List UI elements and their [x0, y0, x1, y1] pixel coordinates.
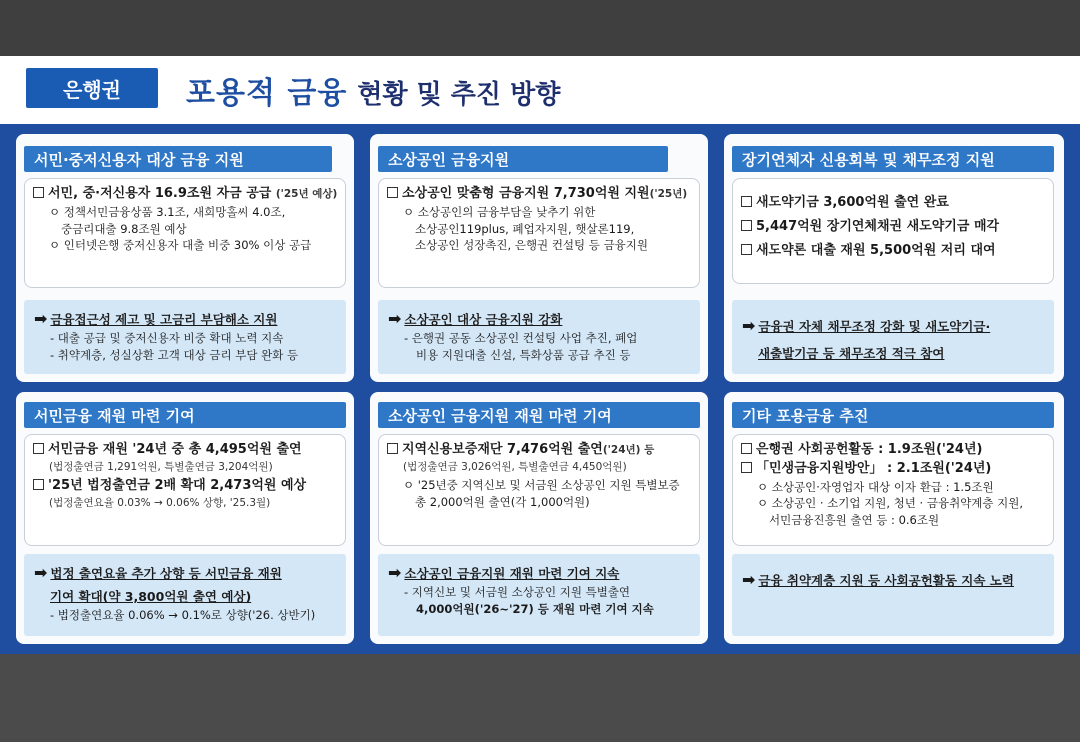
category-tag: 은행권	[26, 68, 158, 108]
slide-header	[0, 56, 1080, 124]
checkbox-icon	[741, 196, 752, 207]
checkbox-icon	[33, 479, 44, 490]
panel-direction-box: ➡ 금융 취약계층 지원 등 사회공헌활동 지속 노력	[732, 554, 1054, 636]
panels-area	[0, 124, 1080, 654]
panel-summary-box: 서민금융 재원 '24년 중 총 4,495억원 출연 (법정출연금 1,291억원, 특별출연금 3,204억원) '25년 법정출연금 2배 확대 2,473억원 예상 (법정출연요율 0.03% → 0.06% 상향, '25.3월)	[24, 434, 346, 546]
checkbox-icon	[33, 443, 44, 454]
title-main: 포용적 금융	[186, 76, 348, 111]
panel-low-income-funding	[16, 392, 354, 644]
arrow-right-icon: ➡	[388, 563, 402, 582]
checkbox-icon	[387, 443, 398, 454]
checkbox-icon	[741, 443, 752, 454]
arrow-right-icon: ➡	[34, 309, 48, 328]
panel-summary-box: 은행권 사회공헌활동 : 1.9조원('24년) 「민생금융지원방안」 : 2.1조원('24년) ㅇ 소상공인·자영업자 대상 이자 환급 : 1.5조원 ㅇ 소상공인 · 소기업 지원, 청년 · 금융취약계층 지원, 서민금융진흥원 출연 등 : 0.6조원	[732, 434, 1054, 546]
slide	[0, 56, 1080, 654]
panel-title: 장기연체자 신용회복 및 채무조정 지원	[732, 146, 1054, 172]
panel-long-term-delinquency	[724, 134, 1064, 382]
checkbox-icon	[741, 244, 752, 255]
top-letterbox	[0, 0, 1080, 56]
checkbox-icon	[387, 187, 398, 198]
panel-low-credit-support	[16, 134, 354, 382]
panel-direction-box: ➡ 금융접근성 제고 및 고금리 부담해소 지원 - 대출 공급 및 중저신용자 비중 확대 노력 지속 - 취약계층, 성실상환 고객 대상 금리 부담 완화 등	[24, 300, 346, 374]
panel-summary-box: 새도약기금 3,600억원 출연 완료 5,447억원 장기연체채권 새도약기금 매각 새도약론 대출 재원 5,500억원 저리 대여	[732, 178, 1054, 284]
panel-direction-box: ➡ 법정 출연요율 추가 상향 등 서민금융 재원 기여 확대(약 3,800억원 출연 예상) - 법정출연요율 0.06% → 0.1%로 상향('26. 상반기)	[24, 554, 346, 636]
checkbox-icon	[741, 462, 752, 473]
page-title	[186, 68, 560, 112]
panel-title: 서민금융 재원 마련 기여	[24, 402, 346, 428]
panel-title: 소상공인 금융지원	[378, 146, 668, 172]
panel-title: 기타 포용금융 추진	[732, 402, 1054, 428]
panel-small-business-support	[370, 134, 708, 382]
title-sub: 현황 및 추진 방향	[357, 80, 561, 110]
panel-summary-box: 서민, 중·저신용자 16.9조원 자금 공급 ('25년 예상) ㅇ 정책서민금융상품 3.1조, 새희망홀씨 4.0조, 중금리대출 9.8조원 예상 ㅇ 인터넷은행 중저신용자 대출 비중 30% 이상 공급	[24, 178, 346, 288]
panel-direction-box: ➡ 소상공인 대상 금융지원 강화 - 은행권 공동 소상공인 컨설팅 사업 추진, 폐업 비용 지원대출 신설, 특화상품 공급 추진 등	[378, 300, 700, 374]
checkbox-icon	[33, 187, 44, 198]
panel-direction-box: ➡ 소상공인 금융지원 재원 마련 기여 지속 - 지역신보 및 서금원 소상공인 지원 특별출연 4,000억원('26~'27) 등 재원 마련 기여 지속	[378, 554, 700, 636]
arrow-right-icon: ➡	[742, 316, 756, 335]
checkbox-icon	[741, 220, 752, 231]
arrow-right-icon: ➡	[742, 570, 756, 589]
panel-direction-box: ➡ 금융권 자체 채무조정 강화 및 새도약기금· 새출발기금 등 채무조정 적극 참여	[732, 300, 1054, 374]
panel-small-business-funding	[370, 392, 708, 644]
arrow-right-icon: ➡	[34, 563, 48, 582]
panel-title: 소상공인 금융지원 재원 마련 기여	[378, 402, 700, 428]
arrow-right-icon: ➡	[388, 309, 402, 328]
panel-other-inclusive-finance	[724, 392, 1064, 644]
bottom-letterbox	[0, 654, 1080, 742]
panel-summary-box: 지역신용보증재단 7,476억원 출연('24년) 등 (법정출연금 3,026억원, 특별출연금 4,450억원) ㅇ '25년중 지역신보 및 서금원 소상공인 지원 특별보증 총 2,000억원 출연(각 1,000억원)	[378, 434, 700, 546]
panel-title: 서민·중저신용자 대상 금융 지원	[24, 146, 332, 172]
panel-summary-box: 소상공인 맞춤형 금융지원 7,730억원 지원('25년) ㅇ 소상공인의 금융부담을 낮추기 위한 소상공인119plus, 폐업자지원, 햇살론119, 소상공인 성장촉진, 은행권 컨설팅 등 금융지원	[378, 178, 700, 288]
